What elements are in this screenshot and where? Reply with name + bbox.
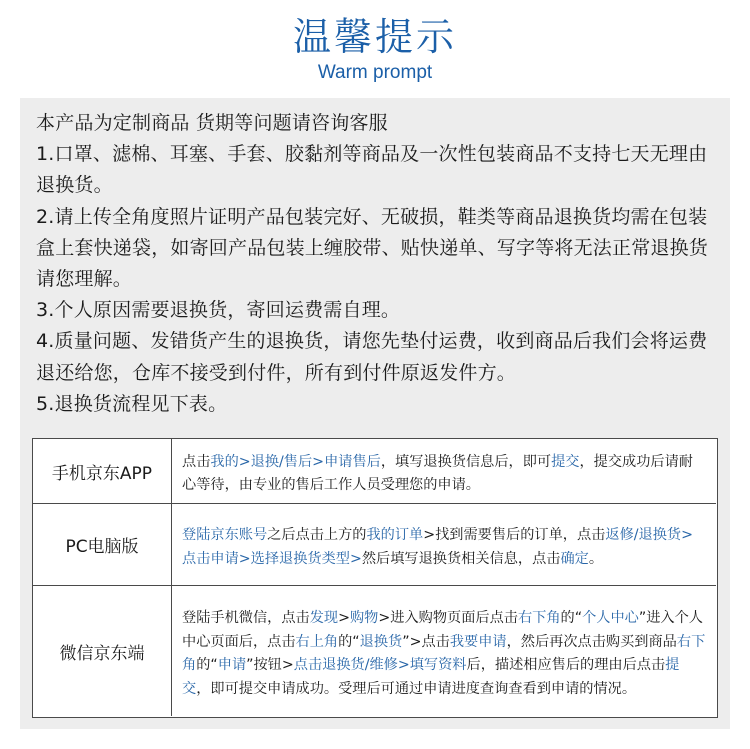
plain-text: ”按钮> — [246, 657, 294, 673]
table-row-app — [33, 439, 716, 503]
highlight-text: 右下角 — [517, 610, 561, 626]
highlight-text: 购物 — [349, 610, 379, 626]
highlight-text: 退换货 — [359, 633, 403, 650]
highlight-text: 右下角 — [182, 633, 706, 673]
plain-text: 。 — [588, 550, 604, 567]
notice-text — [36, 108, 720, 420]
highlight-text: 确定 — [560, 550, 589, 567]
row-desc-pc — [172, 504, 716, 585]
notice-line-intro: 本产品为定制商品 货期等问题请咨询客服 — [36, 112, 388, 134]
plain-text: > — [338, 610, 350, 626]
plain-text: >进入购物页面后点击 — [378, 610, 518, 626]
plain-text: ”>点击 — [402, 633, 450, 650]
highlight-text: 个人中心 — [582, 610, 639, 626]
desc-text — [182, 524, 706, 571]
highlight-text: 我的订单 — [366, 527, 424, 543]
plain-text: ”进入个人中心页面后，点击 — [182, 610, 703, 650]
notice-line-3: 3.个人原因需要退换货，寄回运费需自理。 — [36, 299, 401, 322]
header — [0, 0, 750, 96]
row-label-wechat: 微信京东端 — [33, 586, 172, 716]
row-label-app: 手机京东APP — [33, 439, 172, 503]
plain-text: 的“ — [560, 610, 583, 626]
plain-text: 之后点击上方的 — [267, 527, 367, 543]
plain-text: >找到需要售后的订单，点击 — [423, 527, 606, 543]
row-label-pc: PC电脑版 — [33, 504, 172, 585]
desc-text — [182, 607, 706, 701]
notice-line-2: 2.请上传全角度照片证明产品包装完好、无破损，鞋类等商品退换货均需在包装盒上套快递袋，如寄回产品包装上缠胶带、贴快递单、写字等将无法正常退换货请您理解。 — [36, 205, 709, 291]
desc-text — [182, 451, 706, 498]
plain-text: ，即可提交申请成功。受理后可通过申请进度查询查看到申请的情况。 — [196, 680, 637, 697]
page-subtitle: Warm prompt — [317, 62, 433, 83]
plain-text: 的“ — [196, 657, 218, 673]
highlight-text: 申请 — [217, 657, 247, 673]
plain-text: 后，描述相应售后的理由后点击 — [466, 657, 666, 673]
plain-text: 然后填写退换货相关信息，点击 — [361, 550, 561, 567]
plain-text: ，然后再次点击购买到商品 — [506, 633, 677, 650]
row-desc-app — [172, 439, 716, 503]
highlight-text: 登陆京东账号 — [182, 527, 268, 543]
highlight-text: 我要申请 — [449, 633, 507, 650]
table-row-wechat — [33, 585, 716, 716]
plain-text: ，填写退换货信息后，即可 — [380, 453, 552, 470]
page-title: 温馨提示 — [292, 15, 457, 59]
notice-line-5: 5.退换货流程见下表。 — [36, 392, 228, 415]
highlight-text: 提交 — [551, 453, 580, 470]
highlight-text: 提交 — [182, 657, 680, 697]
plain-text: 点击 — [182, 453, 211, 470]
highlight-text: 返修/退换货>点击申请>选择退换货类型> — [182, 527, 693, 567]
return-process-table — [32, 438, 718, 718]
notice-line-1: 1.口罩、滤棉、耳塞、手套、胶黏剂等商品及一次性包装商品不支持七天无理由退换货。 — [36, 143, 708, 197]
table-row-pc — [33, 503, 716, 585]
highlight-text: 发现 — [309, 610, 339, 626]
notice-line-4: 4.质量问题、发错货产生的退换货，请您先垫付运费，收到商品后我们会将运费退还给您，仓库不接受到付件，所有到付件原返发件方。 — [36, 330, 708, 384]
highlight-text: 右上角 — [295, 633, 339, 650]
highlight-text: 我的>退换/售后>申请售后 — [210, 453, 381, 470]
plain-text: 登陆手机微信，点击 — [182, 610, 310, 626]
highlight-text: 点击退换货/维修>填写资料 — [293, 657, 467, 673]
notice-panel — [20, 98, 730, 729]
row-desc-wechat — [172, 586, 716, 716]
plain-text: ，提交成功后请耐心等待，由专业的售后工作人员受理您的申请。 — [182, 453, 693, 493]
plain-text: 的“ — [338, 633, 360, 650]
